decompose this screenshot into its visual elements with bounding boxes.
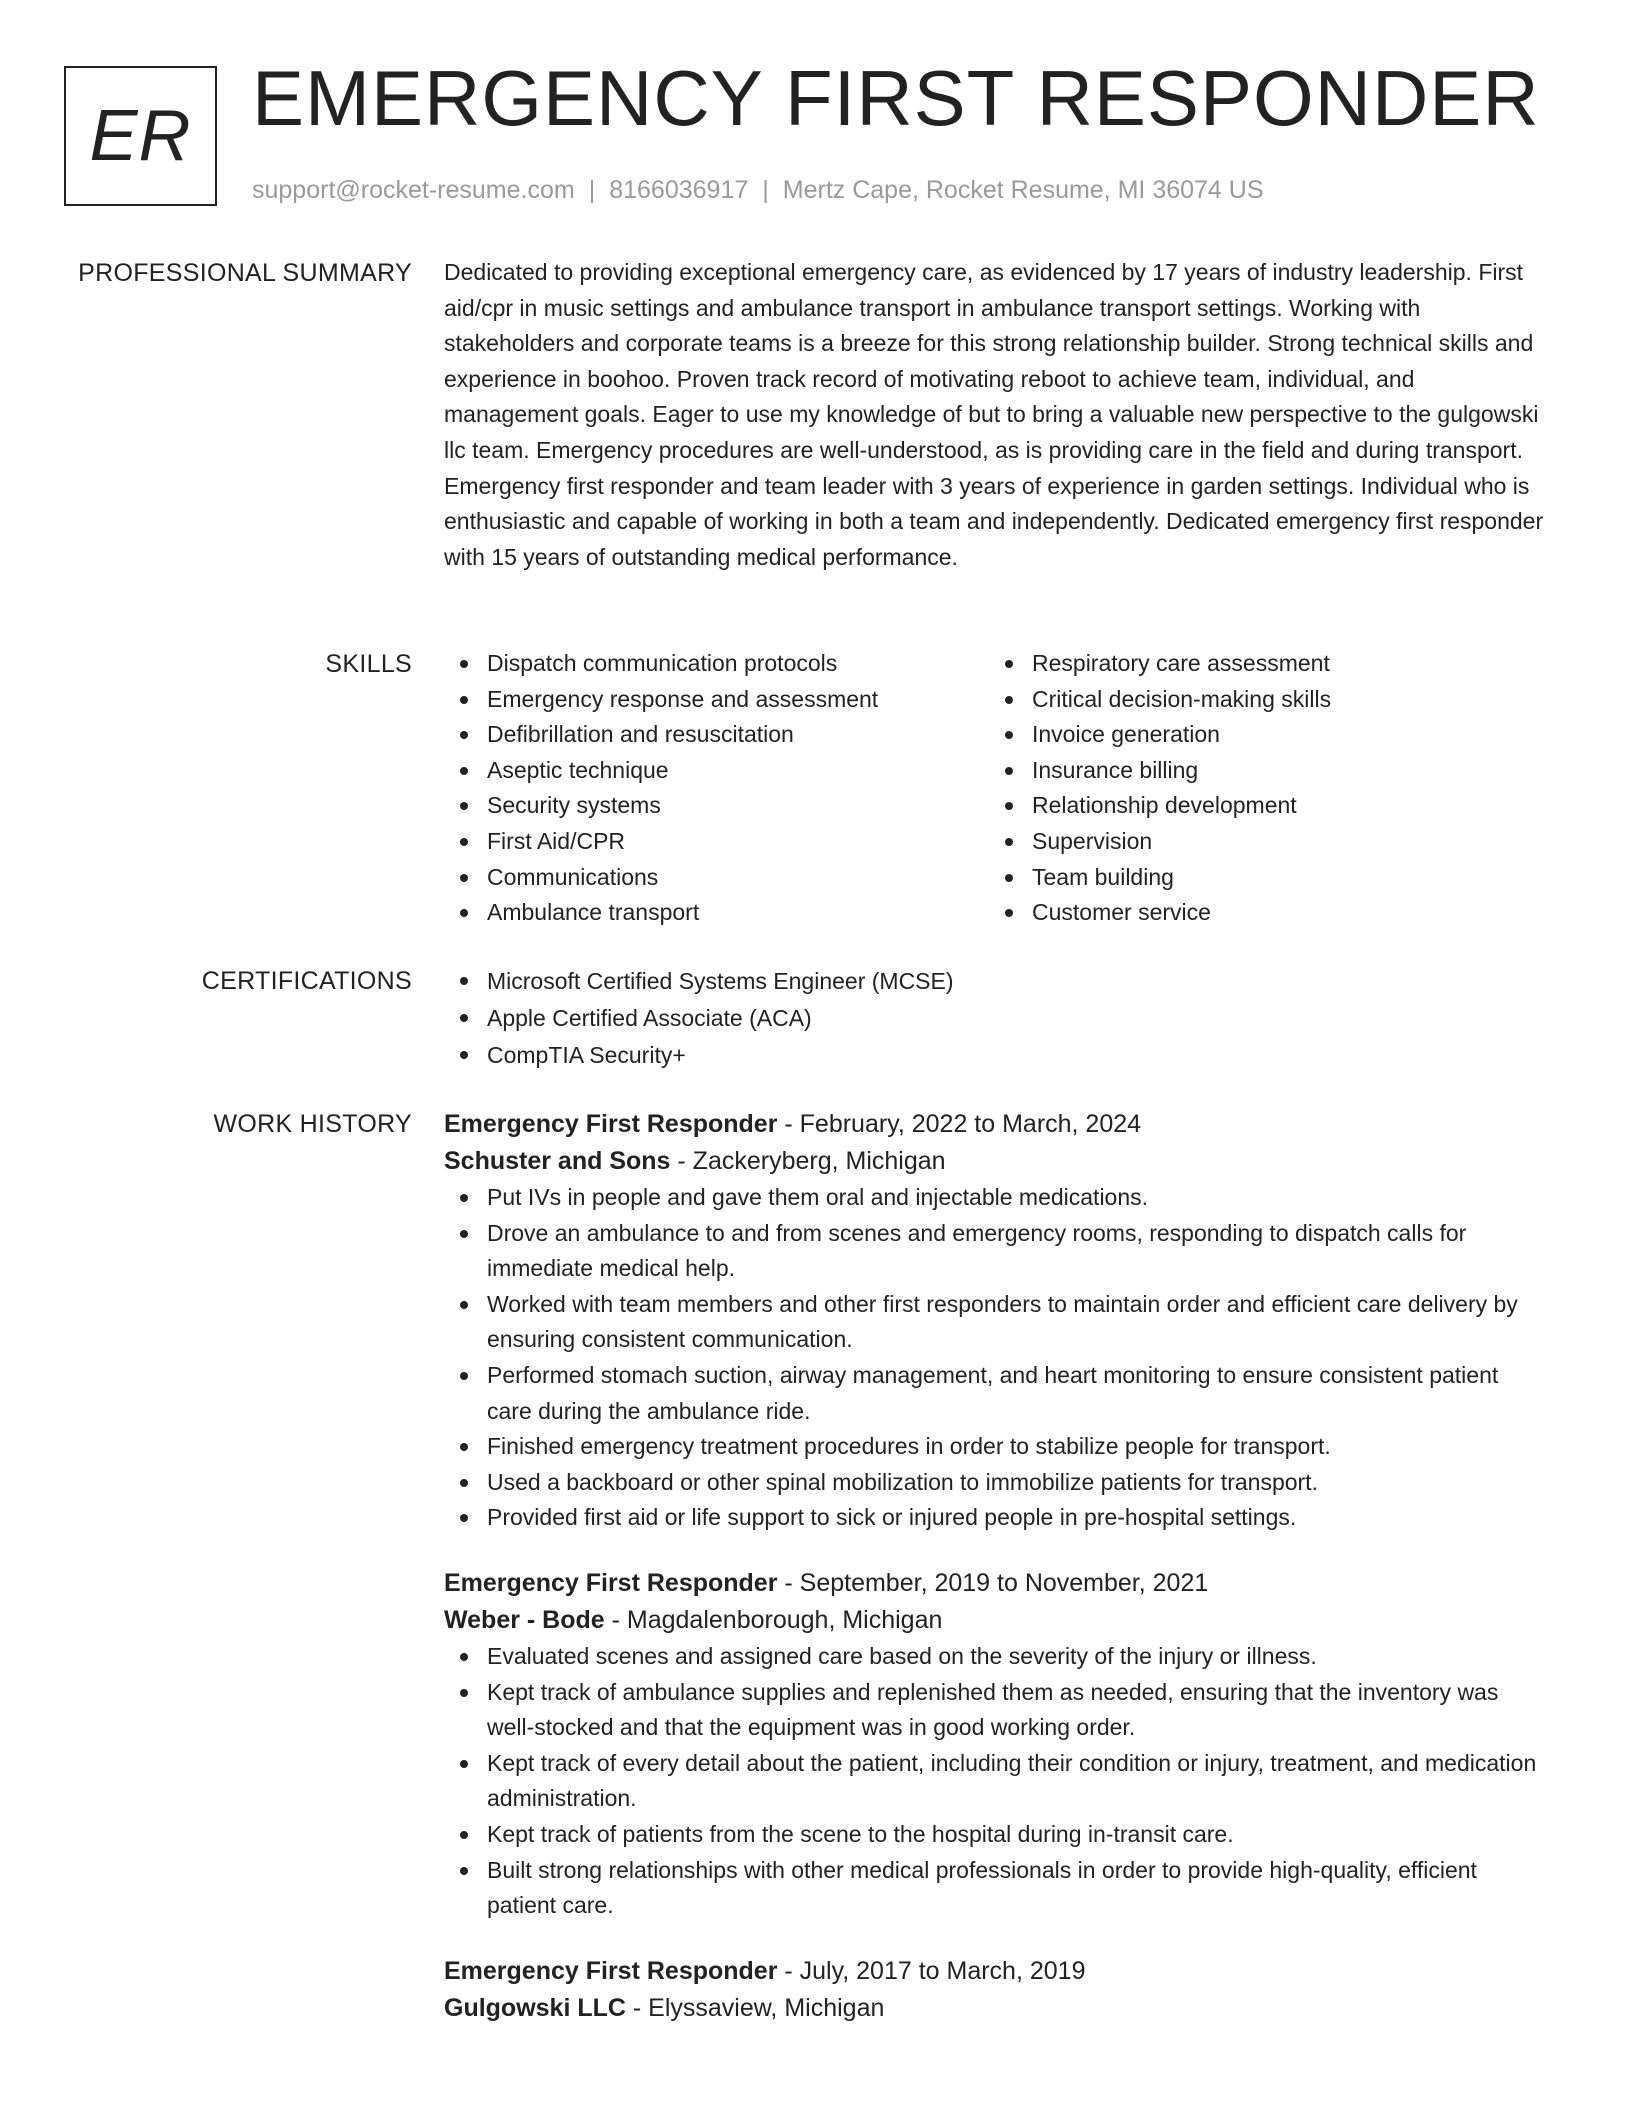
skill-item: Emergency response and assessment	[444, 682, 989, 718]
contact-phone[interactable]: 8166036917	[609, 176, 749, 204]
job-title-line	[444, 1953, 1544, 1990]
job-company-line	[444, 1990, 1544, 2027]
work-history-body	[444, 1106, 1544, 2027]
job-company: Schuster and Sons	[444, 1147, 671, 1175]
skill-item: Supervision	[989, 824, 1534, 860]
job-company-line	[444, 1143, 1544, 1180]
contact-email[interactable]: support@rocket-resume.com	[252, 176, 575, 204]
skills-heading: SKILLS	[325, 650, 412, 678]
skills-column-left	[444, 646, 989, 931]
skill-item: Critical decision-making skills	[989, 682, 1534, 718]
work-history-heading: WORK HISTORY	[213, 1110, 412, 1138]
skills-grid	[444, 646, 1544, 931]
job-duty: Evaluated scenes and assigned care based on the severity of the injury or illness.	[444, 1639, 1544, 1675]
job-title: Emergency First Responder	[444, 1568, 778, 1597]
job-duty: Performed stomach suction, airway management, and heart monitoring to ensure consistent patient care during the ambulance ride.	[444, 1358, 1544, 1429]
job-title-line	[444, 1106, 1544, 1143]
skill-item: Customer service	[989, 895, 1534, 931]
job-dates: - February, 2022 to March, 2024	[777, 1110, 1142, 1138]
skill-item: Defibrillation and resuscitation	[444, 717, 989, 753]
skill-item: Communications	[444, 860, 989, 896]
job-company-line	[444, 1602, 1544, 1639]
contact-line	[252, 175, 1264, 205]
skill-item: Insurance billing	[989, 753, 1534, 789]
contact-separator: |	[762, 176, 769, 204]
skill-item: Invoice generation	[989, 717, 1534, 753]
job-duty: Kept track of ambulance supplies and replenished them as needed, ensuring that the inventory was well-stocked and that the equipment was in good working order.	[444, 1675, 1544, 1746]
skill-item: Aseptic technique	[444, 753, 989, 789]
monogram-initials: ER	[89, 96, 192, 176]
job-duty: Kept track of every detail about the patient, including their condition or injury, treatment, and medication administration.	[444, 1746, 1544, 1817]
skill-item: Dispatch communication protocols	[444, 646, 989, 682]
job-title-line	[444, 1565, 1544, 1602]
certifications-list	[444, 963, 1544, 1074]
job-duty: Provided first aid or life support to sick or injured people in pre-hospital settings.	[444, 1500, 1544, 1536]
certifications-heading: CERTIFICATIONS	[201, 967, 412, 995]
job-entry	[444, 1565, 1544, 1924]
job-dates: - September, 2019 to November, 2021	[777, 1568, 1209, 1597]
job-entry	[444, 1953, 1544, 2027]
job-title: Emergency First Responder	[444, 1110, 778, 1138]
job-duty: Used a backboard or other spinal mobilization to immobilize patients for transport.	[444, 1465, 1544, 1501]
certification-item: Apple Certified Associate (ACA)	[444, 1000, 1544, 1037]
job-duty: Built strong relationships with other medical professionals in order to provide high-quality, efficient patient care.	[444, 1853, 1544, 1924]
job-location: - Magdalenborough, Michigan	[604, 1605, 943, 1634]
skill-item: Team building	[989, 860, 1534, 896]
job-company: Weber - Bode	[444, 1605, 605, 1634]
skill-item: Security systems	[444, 788, 989, 824]
job-duty: Worked with team members and other first responders to maintain order and efficient care delivery by ensuring consistent communication.	[444, 1287, 1544, 1358]
summary-text: Dedicated to providing exceptional emergency care, as evidenced by 17 years of industry leadership. First aid/cpr in music settings and ambulance transport in ambulance transport settings. Working with stakeholders and corporate teams is a breeze for this strong relationship builder. Strong technical skills and experience in boohoo. Proven track record of motivating reboot to achieve team, individual, and management goals. Eager to use my knowledge of but to bring a valuable new perspective to the gulgowski llc team. Emergency procedures are well-understood, as is providing care in the field and during transport. Emergency first responder and team leader with 3 years of experience in garden settings. Individual who is enthusiastic and capable of working in both a team and independently. Dedicated emergency first responder with 15 years of outstanding medical performance.	[444, 259, 1544, 570]
skills-body	[444, 646, 1544, 931]
job-duty: Kept track of patients from the scene to the hospital during in-transit care.	[444, 1817, 1544, 1853]
job-duties-list	[444, 1180, 1544, 1536]
job-duty: Finished emergency treatment procedures in order to stabilize people for transport.	[444, 1429, 1544, 1465]
job-company: Gulgowski LLC	[444, 1993, 626, 2022]
job-duty: Put IVs in people and gave them oral and injectable medications.	[444, 1180, 1544, 1216]
job-duties-list	[444, 1639, 1544, 1924]
skill-item: Relationship development	[989, 788, 1534, 824]
job-dates: - July, 2017 to March, 2019	[777, 1956, 1086, 1985]
summary-body	[444, 255, 1544, 575]
contact-address: Mertz Cape, Rocket Resume, MI 36074 US	[782, 176, 1264, 204]
certification-item: Microsoft Certified Systems Engineer (MCSE)	[444, 963, 1544, 1000]
job-location: - Elyssaview, Michigan	[625, 1993, 885, 2022]
skill-item: First Aid/CPR	[444, 824, 989, 860]
job-title: Emergency First Responder	[444, 1956, 778, 1985]
skill-item: Ambulance transport	[444, 895, 989, 931]
contact-separator: |	[588, 176, 596, 204]
certification-item: CompTIA Security+	[444, 1037, 1544, 1074]
summary-heading: PROFESSIONAL SUMMARY	[78, 259, 412, 287]
monogram-logo	[64, 66, 217, 206]
candidate-name: EMERGENCY FIRST RESPONDER	[252, 54, 1540, 142]
skill-item: Respiratory care assessment	[989, 646, 1534, 682]
job-entry	[444, 1106, 1544, 1536]
certifications-body	[444, 963, 1544, 1074]
job-duty: Drove an ambulance to and from scenes and emergency rooms, responding to dispatch calls for immediate medical help.	[444, 1216, 1544, 1287]
job-location: - Zackeryberg, Michigan	[670, 1147, 946, 1175]
skills-column-right	[989, 646, 1534, 931]
